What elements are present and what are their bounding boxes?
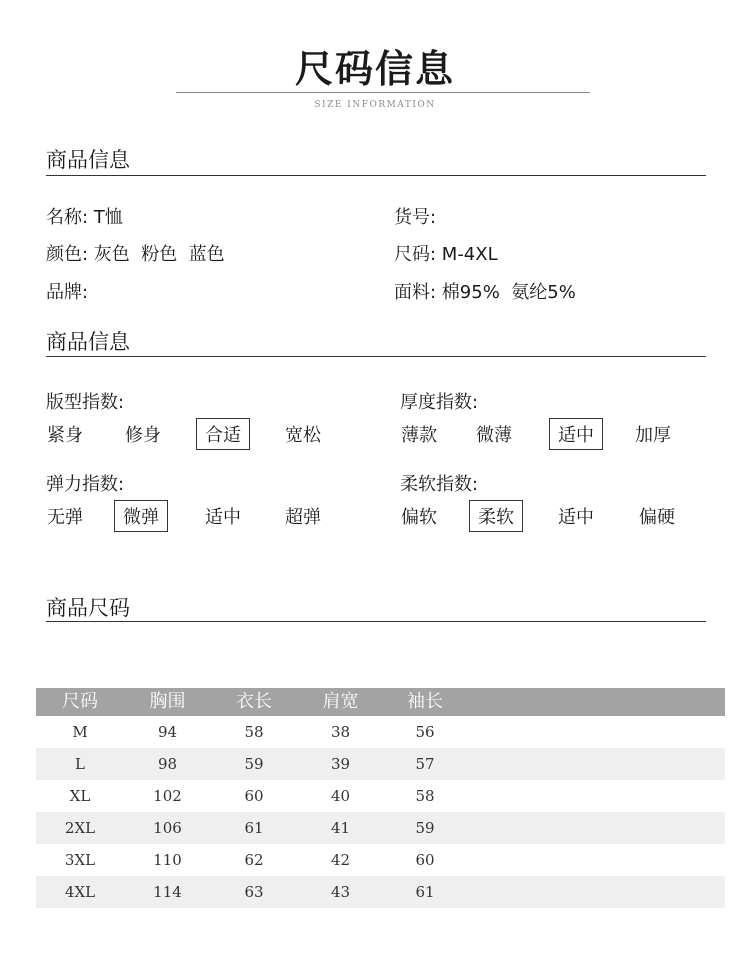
table-cell: 38 bbox=[330, 723, 351, 741]
table-cell: 43 bbox=[330, 883, 351, 901]
table-cell: 40 bbox=[330, 787, 351, 805]
table-cell: 110 bbox=[153, 851, 182, 869]
elasticity-option: 无弹 bbox=[47, 507, 83, 528]
softness-index-label: 柔软指数: bbox=[400, 474, 479, 495]
section-divider bbox=[46, 621, 706, 622]
softness-option: 适中 bbox=[558, 507, 594, 528]
header-length: 衣长 bbox=[236, 691, 272, 712]
table-cell: 41 bbox=[330, 819, 351, 837]
elasticity-option: 适中 bbox=[205, 507, 241, 528]
table-row bbox=[36, 812, 725, 844]
table-cell: 59 bbox=[244, 755, 264, 773]
table-cell: L bbox=[75, 755, 85, 773]
table-row bbox=[36, 780, 725, 812]
header-size: 尺码 bbox=[62, 691, 98, 712]
page-subtitle: SIZE INFORMATION bbox=[314, 100, 436, 110]
section-divider bbox=[46, 175, 706, 176]
fit-index-label: 版型指数: bbox=[46, 392, 125, 413]
table-cell: 106 bbox=[153, 819, 182, 837]
table-cell: 2XL bbox=[64, 819, 96, 837]
table-row bbox=[36, 844, 725, 876]
product-size-range: 尺码: M-4XL bbox=[394, 244, 498, 265]
table-cell: XL bbox=[69, 787, 91, 805]
table-row bbox=[36, 876, 725, 908]
thickness-option: 薄款 bbox=[401, 425, 437, 446]
section-title-product-info: 商品信息 bbox=[46, 148, 130, 172]
fit-option: 紧身 bbox=[47, 425, 83, 446]
thickness-option: 加厚 bbox=[635, 425, 671, 446]
softness-option-selected: 柔软 bbox=[469, 500, 523, 532]
softness-option: 偏软 bbox=[401, 507, 437, 528]
table-cell: 39 bbox=[330, 755, 351, 773]
product-fabric: 面料: 棉95% 氨纶5% bbox=[394, 282, 576, 303]
product-name: 名称: T恤 bbox=[46, 207, 123, 228]
section-divider bbox=[46, 356, 706, 357]
fit-option: 宽松 bbox=[285, 425, 321, 446]
fit-option-selected: 合适 bbox=[196, 418, 250, 450]
table-cell: 102 bbox=[153, 787, 182, 805]
table-cell: 3XL bbox=[64, 851, 96, 869]
table-cell: 60 bbox=[244, 787, 264, 805]
table-row bbox=[36, 748, 725, 780]
table-row bbox=[36, 716, 725, 748]
product-brand: 品牌: bbox=[46, 282, 89, 303]
page-title: 尺码信息 bbox=[294, 47, 455, 91]
product-colors: 颜色: 灰色 粉色 蓝色 bbox=[46, 244, 225, 265]
header-shoulder: 肩宽 bbox=[322, 691, 359, 712]
table-cell: 60 bbox=[415, 851, 435, 869]
thickness-option-selected: 适中 bbox=[549, 418, 603, 450]
table-cell: 57 bbox=[415, 755, 435, 773]
table-cell: 114 bbox=[153, 883, 182, 901]
table-cell: 56 bbox=[415, 723, 435, 741]
elasticity-option-selected: 微弹 bbox=[114, 500, 168, 532]
thickness-index-label: 厚度指数: bbox=[400, 392, 479, 413]
elasticity-index-label: 弹力指数: bbox=[46, 474, 125, 495]
table-cell: 94 bbox=[157, 723, 178, 741]
size-table bbox=[36, 688, 725, 908]
softness-option: 偏硬 bbox=[639, 507, 675, 528]
item-number: 货号: bbox=[394, 207, 437, 228]
title-divider bbox=[176, 92, 590, 93]
header-chest: 胸围 bbox=[149, 691, 186, 712]
table-cell: 58 bbox=[415, 787, 435, 805]
table-cell: 61 bbox=[415, 883, 435, 901]
elasticity-option: 超弹 bbox=[285, 507, 321, 528]
table-cell: 63 bbox=[244, 883, 264, 901]
table-cell: 58 bbox=[244, 723, 264, 741]
thickness-option: 微薄 bbox=[476, 425, 512, 446]
section-title-indices: 商品信息 bbox=[46, 330, 130, 354]
header-sleeve: 袖长 bbox=[407, 691, 443, 712]
table-header bbox=[36, 688, 725, 716]
fit-option: 修身 bbox=[125, 425, 161, 446]
table-cell: 59 bbox=[415, 819, 435, 837]
table-cell: 62 bbox=[244, 851, 264, 869]
table-cell: M bbox=[72, 723, 88, 741]
section-title-size-chart: 商品尺码 bbox=[46, 596, 130, 620]
table-cell: 98 bbox=[157, 755, 178, 773]
table-cell: 61 bbox=[244, 819, 264, 837]
table-cell: 42 bbox=[330, 851, 351, 869]
table-cell: 4XL bbox=[64, 883, 96, 901]
